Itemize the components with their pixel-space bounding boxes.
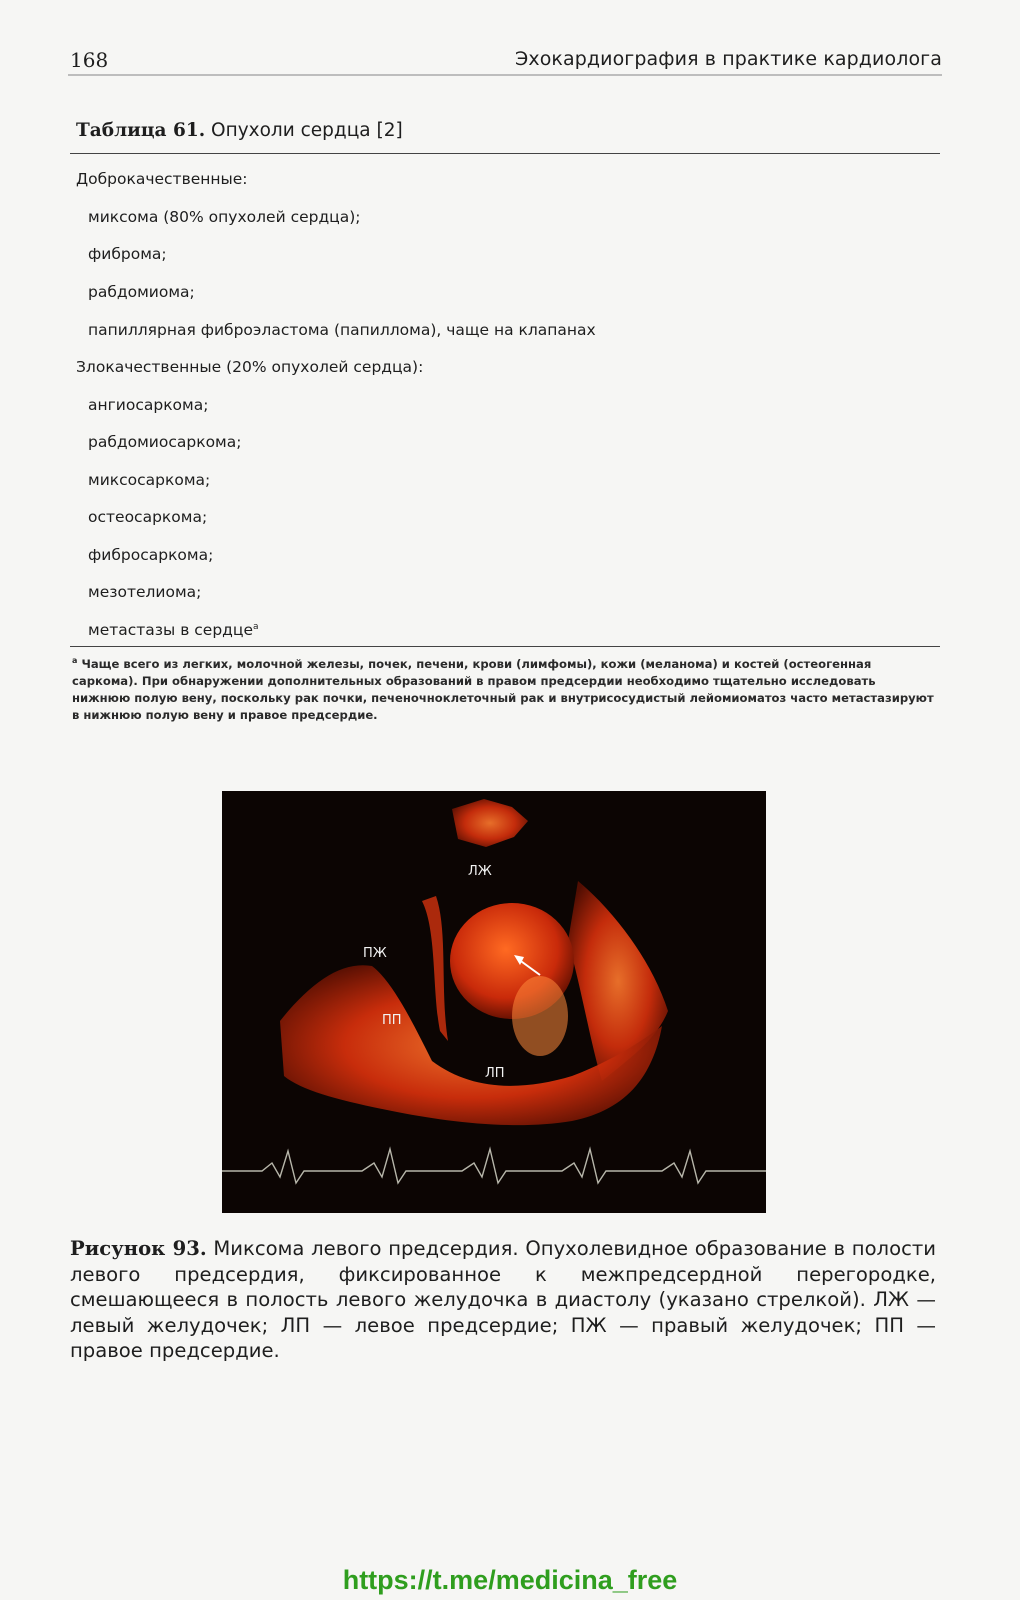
echocardiogram-figure xyxy=(222,791,766,1213)
table-bottom-rule xyxy=(70,646,940,647)
figure-caption xyxy=(70,1236,936,1364)
table-footnote xyxy=(72,652,936,725)
header-rule xyxy=(68,74,942,76)
benign-item: рабдомиома; xyxy=(88,283,195,301)
echo-image xyxy=(222,791,766,1213)
label-ra: ПП xyxy=(382,1013,402,1028)
label-lv: ЛЖ xyxy=(468,864,492,879)
table-title-text: Опухоли сердца [2] xyxy=(211,120,403,141)
malignant-item: фибросаркома; xyxy=(88,546,214,564)
benign-item: миксома (80% опухолей сердца); xyxy=(88,208,361,226)
metastases-text: метастазы в сердце xyxy=(88,621,253,639)
malignant-item: рабдомиосаркома; xyxy=(88,433,242,451)
footnote-marker: a xyxy=(72,656,78,665)
label-rv: ПЖ xyxy=(363,946,387,961)
septum-echo xyxy=(422,896,448,1041)
footnote-ref: a xyxy=(252,621,259,632)
benign-item: папиллярная фиброэластома (папиллома), чаще на клапанах xyxy=(88,321,596,339)
metastases-item xyxy=(88,621,259,639)
page-number: 168 xyxy=(70,48,109,72)
benign-item: фиброма; xyxy=(88,245,167,263)
running-head: Эхокардиография в практике кардиолога xyxy=(514,48,942,70)
apex-echo xyxy=(452,799,528,847)
mass-highlight xyxy=(512,976,568,1056)
ecg-trace xyxy=(222,1149,766,1183)
benign-heading: Доброкачественные: xyxy=(76,170,248,188)
table-label: Таблица 61. xyxy=(76,120,206,141)
table-top-rule xyxy=(70,153,940,154)
footnote-text: Чаще всего из легких, молочной железы, почек, печени, крови (лимфомы), кожи (меланома) и костей (остеогенная саркома). При обнаружении дополнительных образований в правом предсердии необходимо тщательно исследовать нижнюю полую вену, поскольку рак почки, печеночноклеточный рак и внутрисосудистый лейомиоматоз часто метастазируют в нижнюю полую вену и правое предсердие. xyxy=(72,656,934,723)
malignant-item: мезотелиома; xyxy=(88,583,202,601)
caption-text: Миксома левого предсердия. Опухолевидное образование в полости левого предсердия, фиксированное к межпредсердной перегородке, смешающееся в полость левого желудочка в диастолу (указано стрелкой). ЛЖ — левый желудочек; ЛП — левое предсердие; ПЖ — правый желудочек; ПП — правое предсердие. xyxy=(70,1237,936,1363)
table-title xyxy=(76,120,403,141)
malignant-item: миксосаркома; xyxy=(88,471,211,489)
label-la: ЛП xyxy=(485,1066,505,1081)
caption-label: Рисунок 93. xyxy=(70,1237,207,1260)
malignant-heading: Злокачественные (20% опухолей сердца): xyxy=(76,358,424,376)
watermark-link[interactable]: https://t.me/medicina_free xyxy=(342,1565,678,1595)
malignant-item: остеосаркома; xyxy=(88,508,208,526)
malignant-item: ангиосаркома; xyxy=(88,396,209,414)
